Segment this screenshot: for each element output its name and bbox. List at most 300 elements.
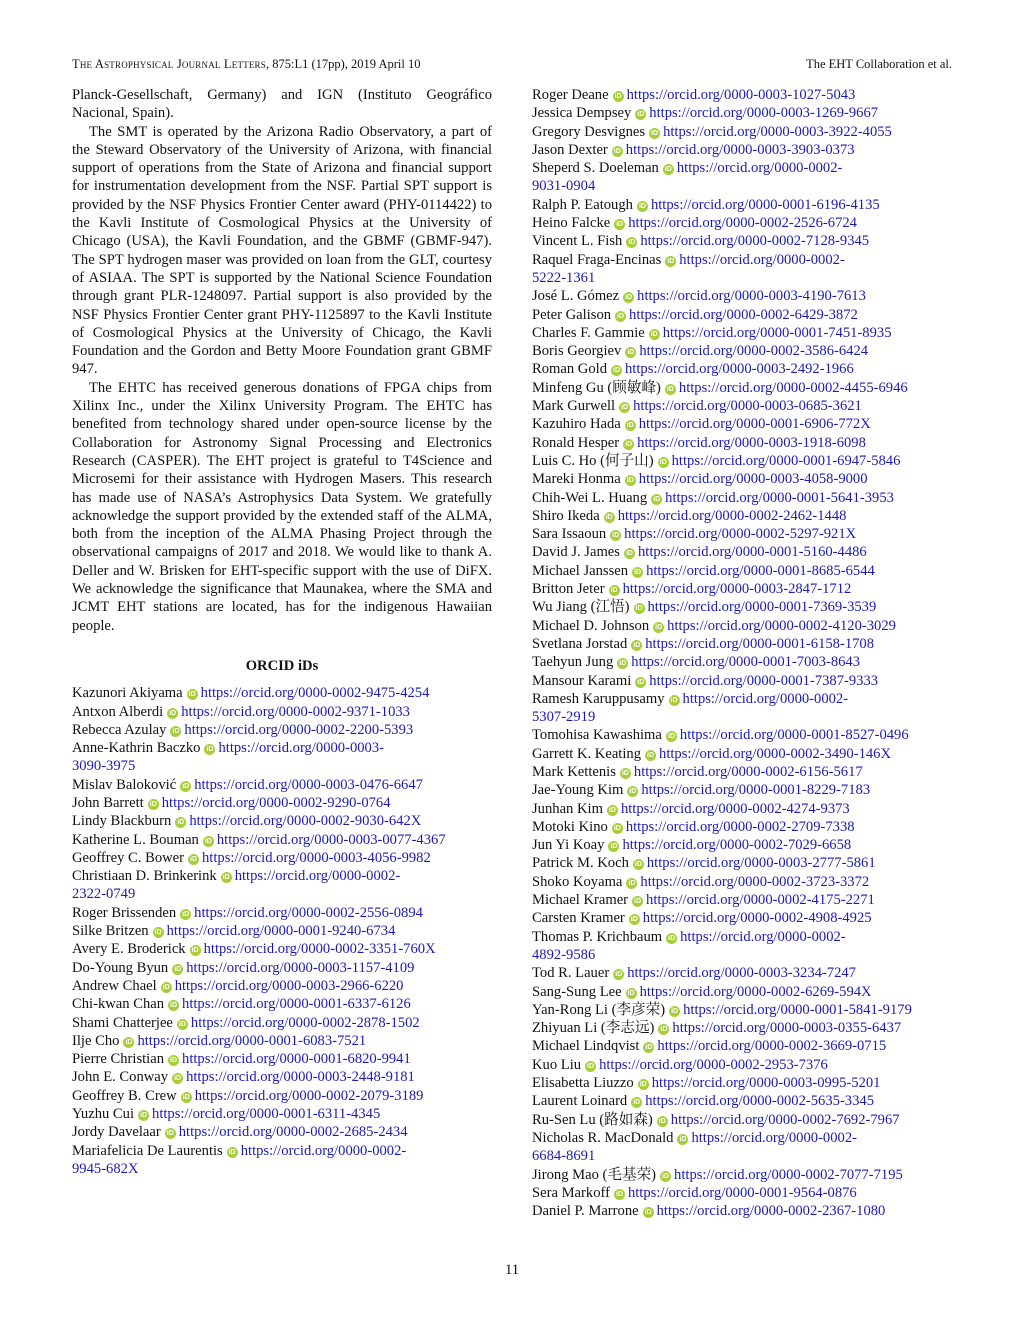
orcid-link[interactable]: https://orcid.org/0000-0001-5641-3953 <box>665 489 894 506</box>
author-name: Sang-Sung Lee <box>532 983 622 1000</box>
orcid-link[interactable]: https://orcid.org/0000-0003-1027-5043 <box>626 87 856 103</box>
orcid-link[interactable]: https://orcid.org/0000-0001-5841-9179 <box>683 1001 912 1018</box>
author-name: Roman Gold <box>532 361 607 378</box>
author-name: Vincent L. Fish <box>532 233 623 250</box>
orcid-link[interactable]: https://orcid.org/0000-0002- <box>240 1142 407 1159</box>
orcid-entry <box>532 781 972 799</box>
orcid-icon[interactable]: iD <box>182 910 190 918</box>
orcid-link[interactable]: https://orcid.org/0000-0001-9564-0876 <box>627 1184 857 1201</box>
orcid-link-continued[interactable]: 2322-0749 <box>72 886 136 903</box>
orcid-icon[interactable]: iD <box>149 800 157 808</box>
orcid-link[interactable]: https://orcid.org/0000-0002-6269-594X <box>639 983 872 1000</box>
orcid-icon[interactable]: iD <box>154 929 162 937</box>
orcid-entry <box>532 232 972 250</box>
author-name: Sheperd S. Doeleman <box>532 160 659 177</box>
author-name: Kazunori Akiyama <box>72 685 183 702</box>
orcid-entry <box>72 1087 492 1105</box>
orcid-icon[interactable]: iD <box>658 1117 666 1125</box>
orcid-link[interactable]: https://orcid.org/0000-0002-9371-1033 <box>181 703 410 720</box>
orcid-link[interactable]: https://orcid.org/0000-0002-4120-3029 <box>667 617 896 634</box>
orcid-link[interactable]: https://orcid.org/0000-0003-4056-9982 <box>202 849 431 866</box>
running-header-authors: The EHT Collaboration et al. <box>806 57 952 71</box>
orcid-icon[interactable]: iD <box>169 709 177 717</box>
orcid-entry <box>532 800 972 818</box>
orcid-link[interactable]: https://orcid.org/0000-0003-0995-5201 <box>651 1075 881 1092</box>
author-name: Junhan Kim <box>532 800 603 817</box>
author-name: Luis C. Ho (何子山) <box>532 452 654 469</box>
orcid-icon[interactable]: iD <box>619 660 627 668</box>
author-name: Raquel Fraga-Encinas <box>532 251 662 268</box>
author-name: Mark Gurwell <box>532 398 616 415</box>
orcid-icon[interactable]: iD <box>206 746 214 754</box>
orcid-entry <box>72 1032 492 1050</box>
orcid-entry <box>72 812 492 830</box>
author-name: Andrew Chael <box>72 977 157 994</box>
orcid-link-continued[interactable]: 4892-9586 <box>532 946 596 963</box>
orcid-entry <box>532 434 972 452</box>
orcid-icon[interactable]: iD <box>634 898 642 906</box>
orcid-icon[interactable]: iD <box>614 93 622 100</box>
author-name: Motoki Kino <box>532 818 608 835</box>
orcid-entry <box>72 940 492 958</box>
orcid-entry <box>532 1019 972 1037</box>
orcid-icon[interactable]: iD <box>628 239 636 247</box>
orcid-entry <box>532 964 972 982</box>
author-name: Do-Young Byun <box>72 959 169 976</box>
orcid-link[interactable]: https://orcid.org/0000-0001-7003-8643 <box>631 654 861 671</box>
orcid-entry <box>532 726 972 744</box>
orcid-icon[interactable]: iD <box>188 691 196 699</box>
orcid-entry <box>72 721 492 739</box>
orcid-icon[interactable]: iD <box>650 330 658 338</box>
author-name: Lindy Blackburn <box>72 813 172 830</box>
orcid-entry <box>532 104 972 122</box>
orcid-link[interactable]: https://orcid.org/0000-0001-8527-0496 <box>679 727 909 744</box>
orcid-icon[interactable]: iD <box>621 404 629 412</box>
orcid-entry <box>532 909 972 927</box>
orcid-link[interactable]: https://orcid.org/0000-0003- <box>218 740 384 757</box>
orcid-icon[interactable]: iD <box>172 727 180 735</box>
orcid-icon[interactable]: iD <box>162 983 170 991</box>
orcid-link[interactable]: https://orcid.org/0000-0002-2367-1080 <box>656 1203 886 1220</box>
orcid-icon[interactable]: iD <box>671 1007 679 1015</box>
orcid-link[interactable]: https://orcid.org/0000-0003-0476-6647 <box>194 776 423 793</box>
orcid-entry <box>532 891 972 909</box>
orcid-link[interactable]: https://orcid.org/0000-0002- <box>682 690 849 707</box>
orcid-entry <box>532 928 972 965</box>
author-name: Ralph P. Eatough <box>532 196 633 213</box>
orcid-icon[interactable]: iD <box>182 1093 190 1101</box>
author-name: Mark Kettenis <box>532 763 616 780</box>
orcid-link[interactable]: https://orcid.org/0000-0002-4908-4925 <box>642 910 872 927</box>
orcid-entry <box>72 684 492 702</box>
author-name: Gregory Desvignes <box>532 123 646 140</box>
author-name: Patrick M. Koch <box>532 855 629 872</box>
orcid-icon[interactable]: iD <box>615 1190 623 1198</box>
orcid-link-continued[interactable]: 9031-0904 <box>532 178 596 195</box>
orcid-entry <box>532 306 972 324</box>
orcid-icon[interactable]: iD <box>617 312 625 320</box>
orcid-icon[interactable]: iD <box>170 1057 178 1065</box>
orcid-link[interactable]: https://orcid.org/0000-0002-2462-1448 <box>617 507 847 524</box>
orcid-icon[interactable]: iD <box>204 837 212 845</box>
orcid-icon[interactable]: iD <box>177 819 185 827</box>
orcid-link[interactable]: https://orcid.org/0000-0003-4190-7613 <box>637 288 866 305</box>
author-name: Geoffrey B. Crew <box>72 1087 177 1104</box>
orcid-icon[interactable]: iD <box>637 111 645 119</box>
orcid-link[interactable]: https://orcid.org/0000-0003-3234-7247 <box>627 965 856 982</box>
author-name: Shami Chatterjee <box>72 1014 173 1031</box>
orcid-link[interactable]: https://orcid.org/0000-0002-2953-7376 <box>599 1056 828 1073</box>
orcid-entry <box>532 214 972 232</box>
orcid-icon[interactable]: iD <box>660 1026 668 1034</box>
orcid-link[interactable]: https://orcid.org/0000-0002-3586-6424 <box>639 343 869 360</box>
orcid-icon[interactable]: iD <box>228 1148 236 1156</box>
orcid-icon[interactable]: iD <box>174 965 182 973</box>
orcid-link[interactable]: https://orcid.org/0000-0003-1157-4109 <box>186 959 415 976</box>
author-name: Nicholas R. MacDonald <box>532 1129 674 1146</box>
orcid-entry <box>532 525 972 543</box>
orcid-entry <box>532 415 972 433</box>
orcid-icon[interactable]: iD <box>625 440 633 448</box>
orcid-icon[interactable]: iD <box>635 605 643 613</box>
orcid-link[interactable]: https://orcid.org/0000-0002- <box>680 928 846 945</box>
orcid-entry <box>72 1014 492 1032</box>
author-name: Avery E. Broderick <box>72 941 186 958</box>
orcid-link[interactable]: https://orcid.org/0000-0002- <box>679 251 845 268</box>
orcid-entry <box>532 672 972 690</box>
orcid-link-continued[interactable]: 9945-682X <box>72 1160 139 1177</box>
running-header-journal <box>72 57 420 72</box>
right-column <box>532 86 972 1220</box>
orcid-link[interactable]: https://orcid.org/0000-0002-6156-5617 <box>633 763 863 780</box>
orcid-entry <box>72 831 492 849</box>
orcid-link[interactable]: https://orcid.org/0000-0001-9240-6734 <box>166 923 396 940</box>
orcid-link[interactable]: https://orcid.org/0000-0002-2878-1502 <box>190 1014 420 1031</box>
orcid-link[interactable]: https://orcid.org/0000-0001-8685-6544 <box>646 562 875 579</box>
orcid-link[interactable]: https://orcid.org/0000-0001-6083-7521 <box>137 1032 367 1049</box>
orcid-entry <box>72 1105 492 1123</box>
orcid-entry <box>532 342 972 360</box>
orcid-icon[interactable]: iD <box>633 641 641 649</box>
author-name: Jun Yi Koay <box>532 837 605 854</box>
orcid-icon[interactable]: iD <box>668 934 676 942</box>
orcid-link[interactable]: https://orcid.org/0000-0002-2526-6724 <box>628 215 857 232</box>
orcid-icon[interactable]: iD <box>182 782 190 790</box>
orcid-icon[interactable]: iD <box>174 1075 182 1083</box>
orcid-link[interactable]: https://orcid.org/0000-0002-3669-0715 <box>657 1038 887 1055</box>
orcid-icon[interactable]: iD <box>605 513 613 521</box>
orcid-entry <box>72 977 492 995</box>
orcid-icon[interactable]: iD <box>639 1081 647 1089</box>
orcid-icon[interactable]: iD <box>191 947 199 955</box>
orcid-link-continued[interactable]: 5307-2919 <box>532 709 596 726</box>
orcid-icon[interactable]: iD <box>653 495 661 503</box>
orcid-link[interactable]: https://orcid.org/0000-0003-0077-4367 <box>216 831 446 848</box>
orcid-link[interactable]: https://orcid.org/0000-0002-3490-146X <box>659 745 892 762</box>
author-name: Roger Brissenden <box>72 904 177 921</box>
author-name: Jason Dexter <box>532 141 608 158</box>
orcid-link[interactable]: https://orcid.org/0000-0003-1918-6098 <box>637 434 866 451</box>
orcid-icon[interactable]: iD <box>613 367 620 375</box>
orcid-icon[interactable]: iD <box>638 202 646 210</box>
orcid-entry <box>532 1111 972 1129</box>
orcid-icon[interactable]: iD <box>625 550 633 558</box>
orcid-entry <box>532 1166 972 1184</box>
author-name: Antxon Alberdi <box>72 703 164 720</box>
orcid-entry <box>72 849 492 867</box>
author-name: Charles F. Gammie <box>532 324 645 341</box>
orcid-entry <box>532 873 972 891</box>
orcid-icon[interactable]: iD <box>666 385 674 393</box>
orcid-entry <box>532 1202 972 1220</box>
orcid-link[interactable]: https://orcid.org/0000-0003-3903-0373 <box>625 141 855 158</box>
author-name: Ru-Sen Lu (路如森) <box>532 1111 653 1128</box>
orcid-link[interactable]: https://orcid.org/0000-0002-9290-0764 <box>161 794 391 811</box>
orcid-icon[interactable]: iD <box>222 874 230 882</box>
author-name: Minfeng Gu (顾敏峰) <box>532 379 661 396</box>
orcid-icon[interactable]: iD <box>178 1020 186 1028</box>
orcid-link[interactable]: https://orcid.org/0000-0001-6158-1708 <box>645 635 875 652</box>
orcid-link[interactable]: https://orcid.org/0000-0002-5297-921X <box>624 526 857 543</box>
orcid-link[interactable]: https://orcid.org/0000-0003-2847-1712 <box>622 581 852 598</box>
orcid-link[interactable]: https://orcid.org/0000-0002-7128-9345 <box>640 233 870 250</box>
orcid-link[interactable]: https://orcid.org/0000-0002-2709-7338 <box>625 818 855 835</box>
orcid-entry <box>532 1129 972 1166</box>
author-name: Daniel P. Marrone <box>532 1203 639 1220</box>
author-name: David J. James <box>532 544 620 561</box>
orcid-entry <box>532 141 972 159</box>
orcid-entry <box>532 763 972 781</box>
orcid-icon[interactable]: iD <box>627 349 635 357</box>
orcid-link[interactable]: https://orcid.org/0000-0002-4455-6946 <box>678 379 908 396</box>
orcid-entry <box>72 703 492 721</box>
author-name: Roger Deane <box>532 87 609 103</box>
author-name: Michael D. Johnson <box>532 617 650 634</box>
orcid-link[interactable]: https://orcid.org/0000-0003-2448-9181 <box>186 1069 415 1086</box>
orcid-link[interactable]: https://orcid.org/0000-0002-6429-3872 <box>629 306 858 323</box>
orcid-entry <box>532 854 972 872</box>
orcid-entry <box>532 598 972 616</box>
author-name: John E. Conway <box>72 1069 169 1086</box>
author-name: Geoffrey C. Bower <box>72 849 184 866</box>
orcid-entry <box>532 1056 972 1074</box>
orcid-icon[interactable]: iD <box>630 916 638 924</box>
orcid-entry <box>532 1074 972 1092</box>
orcid-link[interactable]: https://orcid.org/0000-0002- <box>691 1129 857 1146</box>
orcid-link[interactable]: https://orcid.org/0000-0002-9475-4254 <box>200 685 430 702</box>
orcid-link[interactable]: https://orcid.org/0000-0002-5635-3345 <box>645 1093 874 1110</box>
orcid-icon[interactable]: iD <box>633 1099 641 1107</box>
orcid-link[interactable]: https://orcid.org/0000-0001-6947-5846 <box>671 452 901 469</box>
author-name: Kazuhiro Hada <box>532 416 621 433</box>
orcid-link[interactable]: https://orcid.org/0000-0002-9030-642X <box>189 813 422 830</box>
orcid-icon[interactable]: iD <box>166 1130 174 1138</box>
orcid-entry <box>72 922 492 940</box>
orcid-icon[interactable]: iD <box>608 806 616 814</box>
orcid-link[interactable]: https://orcid.org/0000-0002-4274-9373 <box>620 800 850 817</box>
author-name: Sera Markoff <box>532 1184 610 1201</box>
orcid-link[interactable]: https://orcid.org/0000-0002-2556-0894 <box>194 904 423 921</box>
author-name: Shoko Koyama <box>532 873 623 890</box>
orcid-icon[interactable]: iD <box>613 147 621 155</box>
orcid-entry <box>532 196 972 214</box>
orcid-entry <box>532 690 972 727</box>
orcid-list-left <box>72 684 492 1178</box>
orcid-icon[interactable]: iD <box>670 696 678 704</box>
orcid-link-continued[interactable]: 5222-1361 <box>532 269 596 286</box>
paragraph-ehtc-donations: The EHTC has received generous donations of FPGA chips from Xilinx Inc., under the Xilinx University Program. The EHTC has benefited from technology shared under open-source license by the Collaboration for Astronomy Signal Processing and Electronics Research (CASPER). The EHT project is grateful to T4Science and Microsemi for their assistance with Hydrogen Masers. This research has made use of NASA’s Astrophysics Data System. We gratefully acknowledge the support provided by the extended staff of the ALMA, both from the inception of the ALMA Phasing Project through the observational campaigns of 2017 and 2018. We would like to thank A. Deller and W. Brisken for EHT-specific support with the use of DiFX. We acknowledge the significance that Maunakea, where the SMA and JCMT EHT stations are located, has for the indigenous Hawaiian people. <box>72 379 492 634</box>
orcid-link[interactable]: https://orcid.org/0000-0002- <box>234 868 401 885</box>
orcid-icon[interactable]: iD <box>190 855 197 863</box>
author-name: Svetlana Jorstad <box>532 635 628 652</box>
author-name: Yuzhu Cui <box>72 1106 135 1123</box>
orcid-icon[interactable]: iD <box>610 587 618 595</box>
orcid-icon[interactable]: iD <box>616 221 624 229</box>
orcid-icon[interactable]: iD <box>626 422 634 430</box>
orcid-icon[interactable]: iD <box>647 751 655 759</box>
orcid-entry <box>532 86 972 104</box>
orcid-entry <box>532 360 972 378</box>
orcid-icon[interactable]: iD <box>645 1044 653 1052</box>
orcid-link[interactable]: https://orcid.org/0000-0003-0355-6437 <box>672 1020 902 1037</box>
author-name: Katherine L. Bouman <box>72 831 199 848</box>
orcid-icon[interactable]: iD <box>626 477 634 485</box>
orcid-link[interactable]: https://orcid.org/0000-0001-6820-9941 <box>182 1051 411 1068</box>
orcid-entry <box>532 818 972 836</box>
orcid-entry <box>532 1184 972 1202</box>
author-name: Anne-Kathrin Baczko <box>72 740 201 757</box>
orcid-icon[interactable]: iD <box>637 678 645 686</box>
orcid-link[interactable]: https://orcid.org/0000-0002-2079-3189 <box>194 1087 424 1104</box>
orcid-icon[interactable]: iD <box>625 294 633 302</box>
orcid-heading: ORCID iDs <box>245 657 319 674</box>
orcid-link[interactable]: https://orcid.org/0000-0001-6906-772X <box>638 416 871 433</box>
orcid-link-continued[interactable]: 3090-3975 <box>72 758 136 775</box>
orcid-link[interactable]: https://orcid.org/0000-0001-6196-4135 <box>650 196 880 213</box>
orcid-icon[interactable]: iD <box>125 1038 133 1046</box>
author-name: Sara Issaoun <box>532 526 607 543</box>
orcid-link[interactable]: https://orcid.org/0000-0002-3723-3372 <box>640 873 870 890</box>
orcid-link[interactable]: https://orcid.org/0000-0001-6311-4345 <box>152 1106 381 1123</box>
orcid-entry <box>72 1142 492 1179</box>
orcid-entry <box>532 745 972 763</box>
orcid-link[interactable]: https://orcid.org/0000-0002-7692-7967 <box>670 1111 900 1128</box>
author-name: Zhiyuan Li (李志远) <box>532 1020 655 1037</box>
orcid-icon[interactable]: iD <box>610 843 618 851</box>
orcid-icon[interactable]: iD <box>662 1172 670 1180</box>
orcid-link[interactable]: https://orcid.org/0000-0001-6337-6126 <box>182 996 411 1013</box>
orcid-link[interactable]: https://orcid.org/0000-0003-4058-9000 <box>638 471 868 488</box>
author-name: Ilje Cho <box>72 1032 120 1049</box>
author-name: Yan-Rong Li (李彦荣) <box>532 1001 666 1018</box>
author-name: Jae-Young Kim <box>532 782 624 799</box>
orcid-entry <box>532 543 972 561</box>
orcid-icon[interactable]: iD <box>664 166 672 174</box>
orcid-icon[interactable]: iD <box>651 129 659 137</box>
orcid-link[interactable]: https://orcid.org/0000-0002- <box>676 160 843 177</box>
author-name: Shiro Ikeda <box>532 507 600 524</box>
orcid-entry <box>532 251 972 288</box>
orcid-link[interactable]: https://orcid.org/0000-0002-4175-2271 <box>646 892 875 909</box>
orcid-icon[interactable]: iD <box>170 1002 178 1010</box>
orcid-entry <box>72 904 492 922</box>
author-name: Jirong Mao (毛基荣) <box>532 1166 657 1183</box>
orcid-link[interactable]: https://orcid.org/0000-0001-7369-3539 <box>647 599 877 616</box>
orcid-link[interactable]: https://orcid.org/0000-0002-2200-5393 <box>184 721 414 738</box>
orcid-icon[interactable]: iD <box>667 733 675 741</box>
orcid-icon[interactable]: iD <box>628 879 636 887</box>
author-name: Britton Jeter <box>532 581 605 598</box>
orcid-link[interactable]: https://orcid.org/0000-0002-7077-7195 <box>674 1166 903 1183</box>
orcid-icon[interactable]: iD <box>659 458 667 466</box>
orcid-icon[interactable]: iD <box>634 861 642 869</box>
orcid-link[interactable]: https://orcid.org/0000-0002-2685-2434 <box>178 1124 408 1141</box>
orcid-entry <box>72 776 492 794</box>
author-name: Tomohisa Kawashima <box>532 727 662 744</box>
orcid-entry <box>72 867 492 904</box>
orcid-icon[interactable]: iD <box>140 1112 148 1120</box>
orcid-link[interactable]: https://orcid.org/0000-0002-3351-760X <box>203 941 436 958</box>
orcid-icon[interactable]: iD <box>679 1135 687 1143</box>
orcid-icon[interactable]: iD <box>629 788 637 796</box>
orcid-icon[interactable]: iD <box>627 989 635 997</box>
orcid-link[interactable]: https://orcid.org/0000-0001-5160-4486 <box>637 544 867 561</box>
orcid-link[interactable]: https://orcid.org/0000-0003-0685-3621 <box>633 398 862 415</box>
author-name: Mareki Honma <box>532 471 621 488</box>
orcid-entry <box>72 1123 492 1141</box>
orcid-entry <box>532 489 972 507</box>
orcid-icon[interactable]: iD <box>613 824 621 832</box>
orcid-icon[interactable]: iD <box>655 623 663 631</box>
orcid-icon[interactable]: iD <box>621 769 629 777</box>
author-name: Mariafelicia De Laurentis <box>72 1142 223 1159</box>
orcid-link[interactable]: https://orcid.org/0000-0003-3922-4055 <box>663 123 892 140</box>
left-column <box>72 86 492 1178</box>
orcid-icon[interactable]: iD <box>644 1209 652 1217</box>
orcid-icon[interactable]: iD <box>667 257 675 265</box>
author-name: Christiaan D. Brinkerink <box>72 868 217 885</box>
orcid-entry <box>532 983 972 1001</box>
orcid-link[interactable]: https://orcid.org/0000-0003-2777-5861 <box>646 855 876 872</box>
orcid-entry <box>72 1050 492 1068</box>
author-name: Chi-kwan Chan <box>72 996 165 1013</box>
orcid-icon[interactable]: iD <box>612 532 620 540</box>
orcid-link[interactable]: https://orcid.org/0000-0003-1269-9667 <box>649 105 879 122</box>
orcid-link[interactable]: https://orcid.org/0000-0003-2492-1966 <box>625 361 854 378</box>
orcid-entry <box>532 159 972 196</box>
author-name: Elisabetta Liuzzo <box>532 1075 634 1092</box>
orcid-list-right <box>532 86 972 1220</box>
author-name: Tod R. Lauer <box>532 965 610 982</box>
author-name: Kuo Liu <box>532 1056 582 1073</box>
orcid-link[interactable]: https://orcid.org/0000-0001-8229-7183 <box>641 782 871 799</box>
orcid-link[interactable]: https://orcid.org/0000-0003-2966-6220 <box>174 977 404 994</box>
orcid-entry <box>532 635 972 653</box>
orcid-link-continued[interactable]: 6684-8691 <box>532 1148 596 1165</box>
orcid-icon[interactable]: iD <box>615 971 623 979</box>
orcid-link[interactable]: https://orcid.org/0000-0001-7387-9333 <box>649 672 879 689</box>
journal-citation: , 875:L1 (17pp), 2019 April 10 <box>265 57 421 71</box>
orcid-entry <box>532 617 972 635</box>
orcid-link[interactable]: https://orcid.org/0000-0001-7451-8935 <box>662 324 892 341</box>
orcid-icon[interactable]: iD <box>634 568 642 576</box>
author-name: Pierre Christian <box>72 1051 165 1068</box>
orcid-link[interactable]: https://orcid.org/0000-0002-7029-6658 <box>622 837 852 854</box>
author-name: John Barrett <box>72 794 144 811</box>
orcid-icon[interactable]: iD <box>587 1062 595 1070</box>
orcid-entry <box>532 1001 972 1019</box>
